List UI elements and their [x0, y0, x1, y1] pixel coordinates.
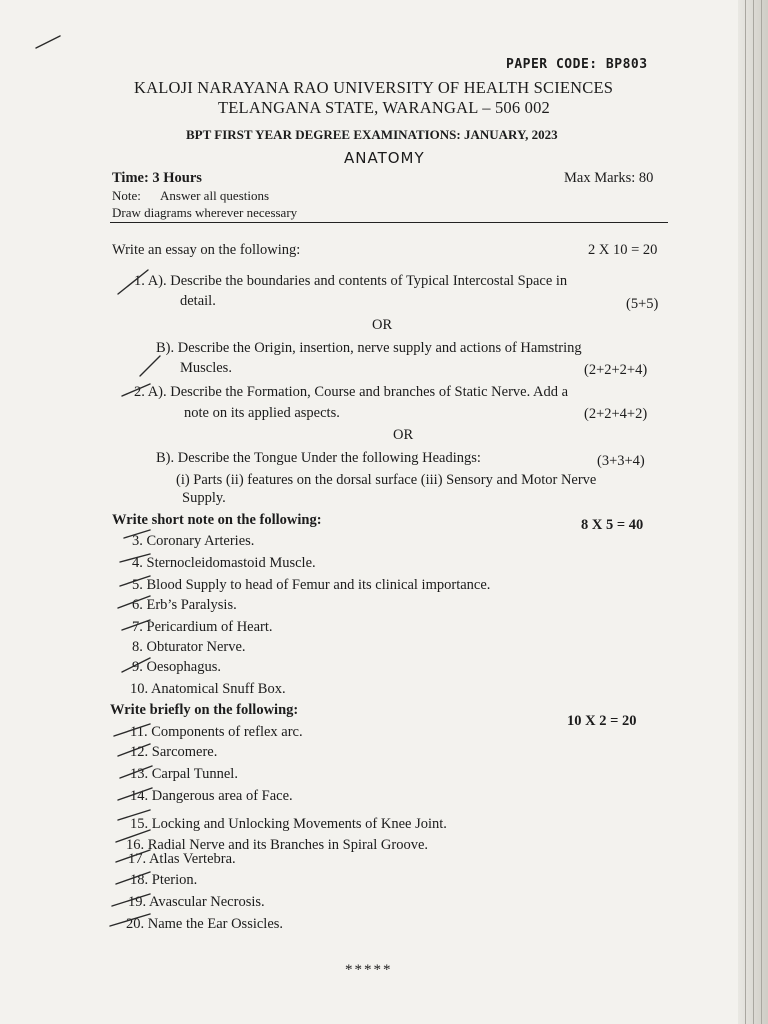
list-item: 9. Oesophagus.: [132, 659, 222, 675]
paper-code: PAPER CODE: BP803: [506, 57, 648, 72]
page-edge-line: [753, 0, 754, 1024]
page-edge-line: [761, 0, 762, 1024]
question-1a-marks: (5+5): [626, 296, 659, 312]
question-1b-line1: B). Describe the Origin, insertion, nerve supply and actions of Hamstring: [156, 340, 582, 356]
note-diagrams: Draw diagrams wherever necessary: [112, 205, 298, 220]
list-item: 19. Avascular Necrosis.: [128, 894, 265, 910]
list-item: 4. Sternocleidomastoid Muscle.: [132, 555, 316, 571]
essay-marks: 2 X 10 = 20: [588, 242, 658, 258]
question-2b-marks: (3+3+4): [597, 453, 645, 469]
note-text: Answer all questions: [160, 188, 270, 203]
university-location: TELANGANA STATE, WARANGAL – 506 002: [218, 98, 550, 117]
list-item: 13. Carpal Tunnel.: [130, 766, 238, 782]
list-item: 10. Anatomical Snuff Box.: [130, 681, 286, 697]
question-2a-line2: note on its applied aspects.: [184, 405, 340, 421]
list-item: 6. Erb’s Paralysis.: [132, 597, 237, 613]
university-name: KALOJI NARAYANA RAO UNIVERSITY OF HEALTH SCIENCES: [134, 78, 614, 97]
question-1a-line1: 1. A). Describe the boundaries and contents of Typical Intercostal Space in: [134, 273, 568, 289]
short-note-marks: 8 X 5 = 40: [581, 517, 644, 533]
question-2b-line2: (i) Parts (ii) features on the dorsal surface (iii) Sensory and Motor Nerve: [176, 472, 597, 488]
question-1b-line2: Muscles.: [180, 360, 232, 376]
or-separator: OR: [393, 427, 414, 443]
list-item: 12. Sarcomere.: [130, 744, 218, 760]
end-marker: *****: [345, 962, 393, 978]
question-2a-line1: 2. A). Describe the Formation, Course and branches of Static Nerve. Add a: [134, 384, 569, 400]
subject-title: ANATOMY: [344, 149, 425, 167]
list-item: 20. Name the Ear Ossicles.: [126, 916, 284, 932]
short-note-heading: Write short note on the following:: [112, 512, 322, 528]
header-divider: [110, 222, 668, 223]
pen-stroke: [140, 356, 160, 376]
exam-time: Time: 3 Hours: [112, 170, 202, 186]
question-2b-line1: B). Describe the Tongue Under the following Headings:: [156, 450, 481, 466]
list-item: 8. Obturator Nerve.: [132, 639, 246, 655]
question-1a-line2: detail.: [180, 293, 216, 309]
question-1b-marks: (2+2+2+4): [584, 362, 648, 378]
list-item: 7. Pericardium of Heart.: [132, 619, 273, 635]
list-item: 5. Blood Supply to head of Femur and its clinical importance.: [132, 577, 491, 593]
list-item: 3. Coronary Arteries.: [132, 533, 255, 549]
brief-marks: 10 X 2 = 20: [567, 713, 637, 729]
page-edge-line: [745, 0, 746, 1024]
essay-heading: Write an essay on the following:: [112, 242, 301, 258]
pen-stroke: [36, 36, 60, 48]
note-label: Note:: [112, 188, 141, 203]
list-item: 17. Atlas Vertebra.: [128, 851, 236, 867]
exam-title: BPT FIRST YEAR DEGREE EXAMINATIONS: JANUARY, 2023: [186, 127, 558, 142]
question-2b-line3: Supply.: [182, 490, 226, 506]
or-separator: OR: [372, 317, 393, 333]
list-item: 18. Pterion.: [130, 872, 198, 888]
list-item: 11. Components of reflex arc.: [130, 724, 303, 740]
brief-heading: Write briefly on the following:: [110, 702, 299, 718]
question-2a-marks: (2+2+4+2): [584, 406, 648, 422]
max-marks: Max Marks: 80: [564, 170, 654, 186]
list-item: 16. Radial Nerve and its Branches in Spiral Groove.: [126, 837, 429, 853]
list-item: 14. Dangerous area of Face.: [130, 788, 293, 804]
list-item: 15. Locking and Unlocking Movements of Knee Joint.: [130, 816, 447, 832]
